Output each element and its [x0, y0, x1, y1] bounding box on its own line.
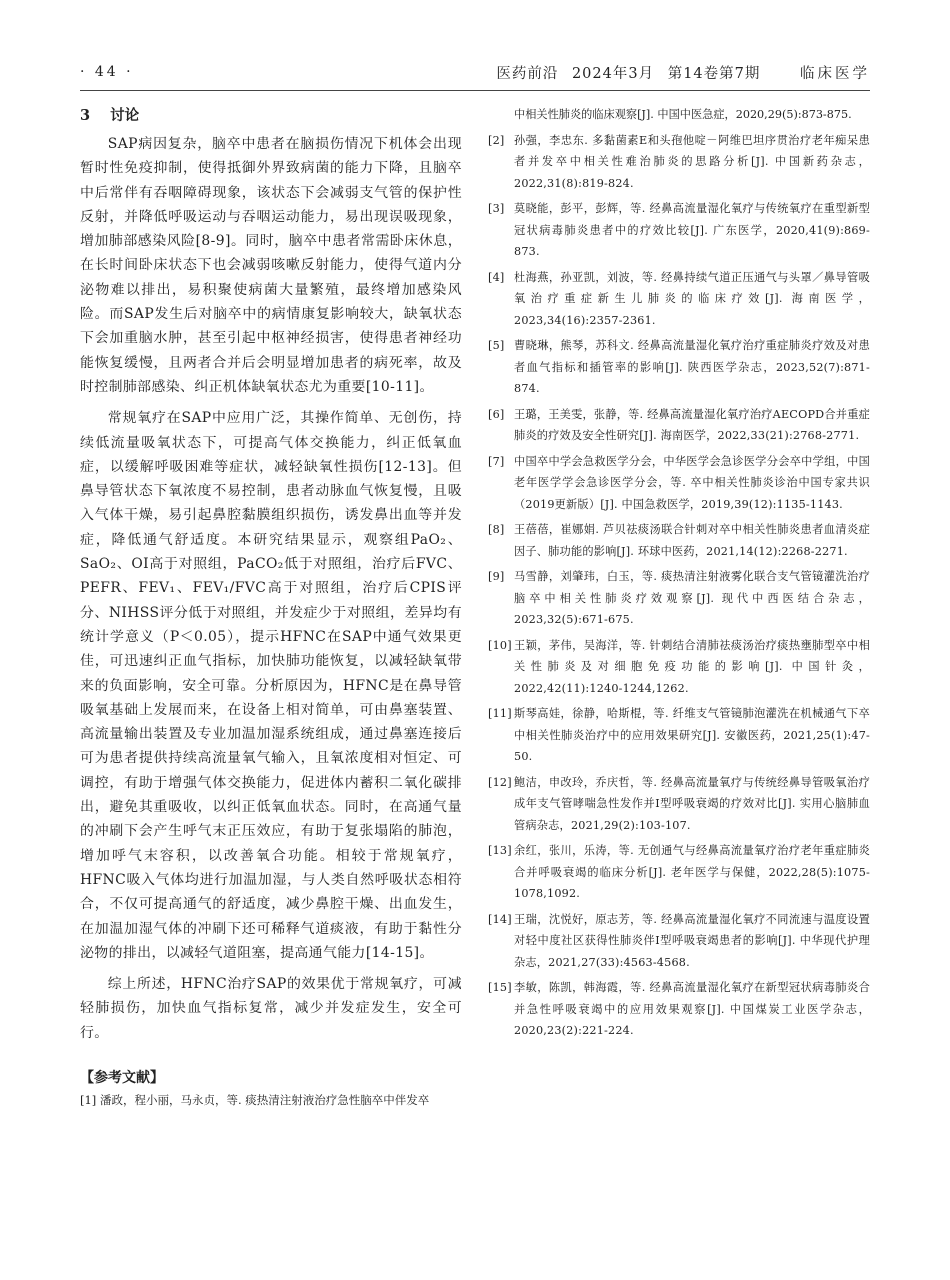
reference-text: 曹晓琳，熊琴，苏科文. 经鼻高流量湿化氧疗治疗重症肺炎疗效及对患者血气指标和插管率的影响[J]. 陕西医学杂志，2023,52(7):871-874. [514, 339, 870, 395]
reference-text: 李敏，陈凯，韩海霞，等. 经鼻高流量湿化氧疗在新型冠状病毒肺炎合并急性呼吸衰竭中的应用效果观察[J]. 中国煤炭工业医学杂志，2020,23(2):221-224. [514, 981, 870, 1037]
reference-number: [11] [488, 707, 512, 720]
volume-issue: 第14卷第7期 [667, 66, 761, 82]
page-header [80, 62, 870, 88]
reference-number: [4] [488, 270, 505, 284]
reference-number: [14] [488, 912, 512, 926]
reference-number: [7] [488, 454, 505, 468]
discussion-heading [80, 104, 462, 126]
reference-item [488, 703, 870, 768]
reference-number: [6] [488, 407, 505, 421]
reference-number: [2] [488, 133, 505, 147]
reference-item [488, 977, 870, 1042]
reference-text: 马雪静，刘肇玮，白玉，等. 痰热清注射液雾化联合支气管镜灌洗治疗脑卒中相关性肺炎疗效观察[J]. 现代中西医结合杂志，2023,32(5):671-675. [514, 570, 870, 626]
reference-list [488, 130, 870, 1042]
section-title: 讨论 [110, 107, 140, 124]
reference-number: [13] [488, 844, 512, 857]
page-number: · 44 · [80, 64, 134, 80]
reference-item [488, 267, 870, 332]
reference-number: [8] [488, 523, 505, 536]
reference-item [488, 635, 870, 700]
reference-number: [3] [488, 202, 505, 215]
reference-1-start: [1] 潘政，程小丽，马永贞，等. 痰热清注射液治疗急性脑卒中伴发卒 [80, 1092, 430, 1107]
reference-text: 中国卒中学会急救医学分会，中华医学会急诊医学分会卒中学组，中国老年医学学会急诊医学分会，等. 卒中相关性肺炎诊治中国专家共识（2019更新版）[J]. 中国急救医学，2019,39(12):1135-1143. [514, 454, 870, 511]
issue-date: 2024年3月 [571, 66, 655, 82]
reference-number: [12] [488, 775, 512, 789]
section-category: 临床医学 [800, 66, 870, 82]
reference-item [488, 840, 870, 905]
reference-item [488, 130, 870, 195]
reference-text: 孙强，李忠东. 多黏菌素E和头孢他啶－阿维巴坦序贯治疗老年痴呆患者并发卒中相关性难治肺炎的思路分析[J]. 中国新药杂志，2022,31(8):819-824. [514, 133, 870, 190]
reference-number: [5] [488, 339, 505, 352]
discussion-paragraph-3: 综上所述，HFNC治疗SAP的效果优于常规氧疗，可减轻肺损伤，加快血气指标复常，减少并发症发生，安全可行。 [80, 976, 462, 1041]
section-number: 3 [80, 107, 91, 124]
header-rule [80, 90, 870, 91]
reference-text: 斯琴高娃，徐静，哈斯棍，等. 纤维支气管镜肺泡灌洗在机械通气下卒中相关性肺炎治疗中的应用效果研究[J]. 安徽医药，2021,25(1):47-50. [514, 707, 870, 763]
journal-name: 医药前沿 [496, 66, 559, 82]
references-heading: 【参考文献】 [80, 1069, 164, 1086]
reference-text: 莫晓能，彭平，彭辉，等. 经鼻高流量湿化氧疗与传统氧疗在重型新型冠状病毒肺炎患者中的疗效比较[J]. 广东医学，2020,41(9):869-873. [514, 202, 870, 258]
reference-text: 王颖，茅伟，吴海洋，等. 针刺结合清肺祛痰汤治疗痰热壅肺型卒中相关性肺炎及对细胞免疫功能的影响[J]. 中国针灸，2022,42(11):1240-1244,1262. [514, 638, 870, 695]
reference-item [488, 198, 870, 263]
reference-number: [15] [488, 981, 512, 994]
reference-text: 鲍洁，申改玲，乔庆哲，等. 经鼻高流量氧疗与传统经鼻导管吸氧治疗成年支气管哮喘急性发作并Ⅰ型呼吸衰竭的疗效对比[J]. 实用心脑肺血管病杂志，2021,29(2):103-107. [514, 775, 870, 832]
discussion-paragraph-1: SAP病因复杂，脑卒中患者在脑损伤情况下机体会出现暂时性免疫抑制，使得抵御外界致病菌的能力下降，且脑卒中后常伴有吞咽障碍现象，该状态下会减弱支气管的保护性反射，并降低呼吸运动与吞咽运动能力，易出现误吸现象，增加肺部感染风险[8-9]。同时，脑卒中患者常需卧床休息，在长时间卧床状态下也会减弱咳嗽反射能力，使得气道内分泌物难以排出，易积聚使病菌大量繁殖，最终增加感染风险。而SAP发生后对脑卒中的病情康复影响较大，缺氧状态下会加重脑水肿，甚至引起中枢神经损害，使得患者神经功能恢复缓慢，且两者合并后会明显增加患者的病死率，故及时控制肺部感染、纠正机体缺氧状态尤为重要[10-11]。 [80, 136, 462, 395]
reference-number: [9] [488, 570, 505, 583]
reference-item [488, 519, 870, 562]
reference-text: 杜海燕，孙亚凯，刘波，等. 经鼻持续气道正压通气与头罩／鼻导管吸氧治疗重症新生儿肺炎的临床疗效[J]. 海南医学，2023,34(16):2357-2361. [514, 270, 870, 327]
reference-1-continued: 中相关性肺炎的临床观察[J]. 中国中医急症，2020,29(5):873-875. [514, 108, 852, 121]
reference-text: 王瑞，沈悦好，原志芳，等. 经鼻高流量湿化氧疗不同流速与温度设置对轻中度社区获得性肺炎伴Ⅰ型呼吸衰竭患者的影响[J]. 中华现代护理杂志，2021,27(33):4563-4568. [514, 912, 870, 969]
right-column [488, 104, 870, 1046]
reference-item [488, 335, 870, 400]
reference-text: 王璐，王美雯，张静，等. 经鼻高流量湿化氧疗治疗AECOPD合并重症肺炎的疗效及安全性研究[J]. 海南医学，2022,33(21):2768-2771. [514, 407, 870, 442]
journal-info [488, 62, 870, 83]
reference-item [488, 909, 870, 974]
reference-number: [10] [488, 638, 512, 652]
reference-item [488, 451, 870, 516]
reference-text: 余红，张川，乐涛，等. 无创通气与经鼻高流量氧疗治疗老年重症肺炎合并呼吸衰竭的临床分析[J]. 老年医学与保健，2022,28(5):1075-1078,1092. [514, 844, 870, 900]
reference-text: 王蓓蓓，崔娜娟. 芦贝祛痰汤联合针刺对卒中相关性肺炎患者血清炎症因子、肺功能的影响[J]. 环球中医药，2021,14(12):2268-2271. [514, 523, 870, 558]
left-column [80, 104, 462, 1109]
reference-item [488, 566, 870, 631]
reference-item [488, 404, 870, 447]
discussion-paragraph-2: 常规氧疗在SAP中应用广泛，其操作简单、无创伤，持续低流量吸氧状态下，可提高气体交换能力，纠正低氧血症，以缓解呼吸困难等症状，减轻缺氧性损伤[12-13]。但鼻导管状态下氧浓度不易控制，患者动脉血气恢复慢，且吸入气体干燥，易引起鼻腔黏膜组织损伤，诱发鼻出血等并发症，降低通气舒适度。本研究结果显示，观察组PaO₂、SaO₂、OI高于对照组，PaCO₂低于对照组，治疗后FVC、PEFR、FEV₁、FEV₁/FVC高于对照组，治疗后CPIS评分、NIHSS评分低于对照组，并发症少于对照组，差异均有统计学意义（P＜0.05），提示HFNC在SAP中通气效果更佳，可迅速纠正血气指标，加快肺功能恢复，以减轻缺氧带来的负面影响，安全可靠。分析原因为，HFNC是在鼻导管吸氧基础上发展而来，在设备上相对简单，可由鼻塞装置、高流量输出装置及专业加温加湿系统组成，通过鼻塞连接后可为患者提供持续高流量氧气输入，且氧浓度相对恒定、可调控，有助于增强气体交换能力，促进体内蓄积二氧化碳排出，避免其重吸收，以纠正低氧血状态。同时，在高通气量的冲刷下会产生呼气末正压效应，有助于复张塌陷的肺泡，增加呼气末容积，以改善氧合功能。相较于常规氧疗，HFNC吸入气体均进行加温加湿，与人类自然呼吸状态相符合，不仅可提高通气的舒适度，减少鼻腔干燥、出血发生，在加温加湿气体的冲刷下还可稀释气道痰液，有助于黏性分泌物的排出，以减轻气道阻塞，提高通气能力[14-15]。 [80, 410, 462, 961]
reference-item [488, 772, 870, 837]
